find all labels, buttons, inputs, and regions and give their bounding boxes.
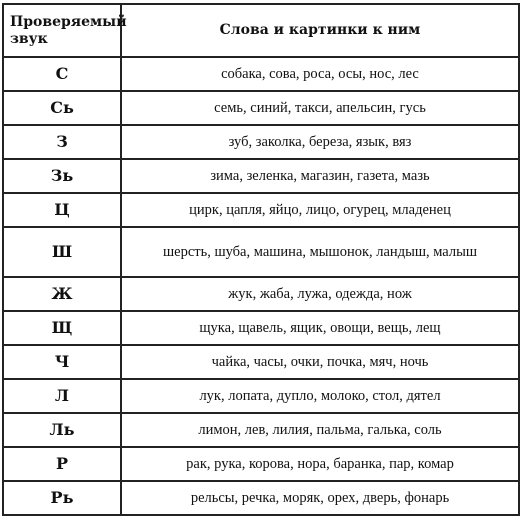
words-cell: чайка, часы, очки, почка, мяч, ночь bbox=[121, 345, 519, 379]
sound-cell: Зь bbox=[3, 159, 121, 193]
sound-cell: С bbox=[3, 57, 121, 91]
sound-cell: Ш bbox=[3, 227, 121, 277]
words-cell: рельсы, речка, моряк, орех, дверь, фонарь bbox=[121, 481, 519, 515]
words-cell: зуб, заколка, береза, язык, вяз bbox=[121, 125, 519, 159]
header-sound: Проверяемый звук bbox=[3, 4, 121, 57]
words-cell: лимон, лев, лилия, пальма, галька, соль bbox=[121, 413, 519, 447]
table-row bbox=[3, 311, 519, 345]
words-cell: лук, лопата, дупло, молоко, стол, дятел bbox=[121, 379, 519, 413]
table-row bbox=[3, 277, 519, 311]
sound-cell: Л bbox=[3, 379, 121, 413]
header-words: Слова и картинки к ним bbox=[121, 4, 519, 57]
sound-cell: Ц bbox=[3, 193, 121, 227]
words-cell: семь, синий, такси, апельсин, гусь bbox=[121, 91, 519, 125]
words-cell: шерсть, шуба, машина, мышонок, ландыш, малыш bbox=[121, 227, 519, 277]
table-row bbox=[3, 345, 519, 379]
sound-cell: Ч bbox=[3, 345, 121, 379]
table-row bbox=[3, 57, 519, 91]
sound-cell: Р bbox=[3, 447, 121, 481]
table-row bbox=[3, 481, 519, 515]
table-row bbox=[3, 159, 519, 193]
table-row bbox=[3, 447, 519, 481]
words-cell: собака, сова, роса, осы, нос, лес bbox=[121, 57, 519, 91]
words-cell: цирк, цапля, яйцо, лицо, огурец, младенец bbox=[121, 193, 519, 227]
sound-cell: Сь bbox=[3, 91, 121, 125]
sound-cell: Ж bbox=[3, 277, 121, 311]
words-cell: зима, зеленка, магазин, газета, мазь bbox=[121, 159, 519, 193]
sound-cell: Ль bbox=[3, 413, 121, 447]
table-row bbox=[3, 227, 519, 277]
sound-cell: Щ bbox=[3, 311, 121, 345]
table-header-row bbox=[3, 4, 519, 57]
words-cell: щука, щавель, ящик, овощи, вещь, лещ bbox=[121, 311, 519, 345]
sound-cell: Рь bbox=[3, 481, 121, 515]
table-row bbox=[3, 413, 519, 447]
words-cell: жук, жаба, лужа, одежда, нож bbox=[121, 277, 519, 311]
sound-cell: З bbox=[3, 125, 121, 159]
table-row bbox=[3, 91, 519, 125]
table-row bbox=[3, 125, 519, 159]
sound-words-table bbox=[2, 3, 520, 516]
words-cell: рак, рука, корова, нора, баранка, пар, комар bbox=[121, 447, 519, 481]
table-row bbox=[3, 193, 519, 227]
table-row bbox=[3, 379, 519, 413]
